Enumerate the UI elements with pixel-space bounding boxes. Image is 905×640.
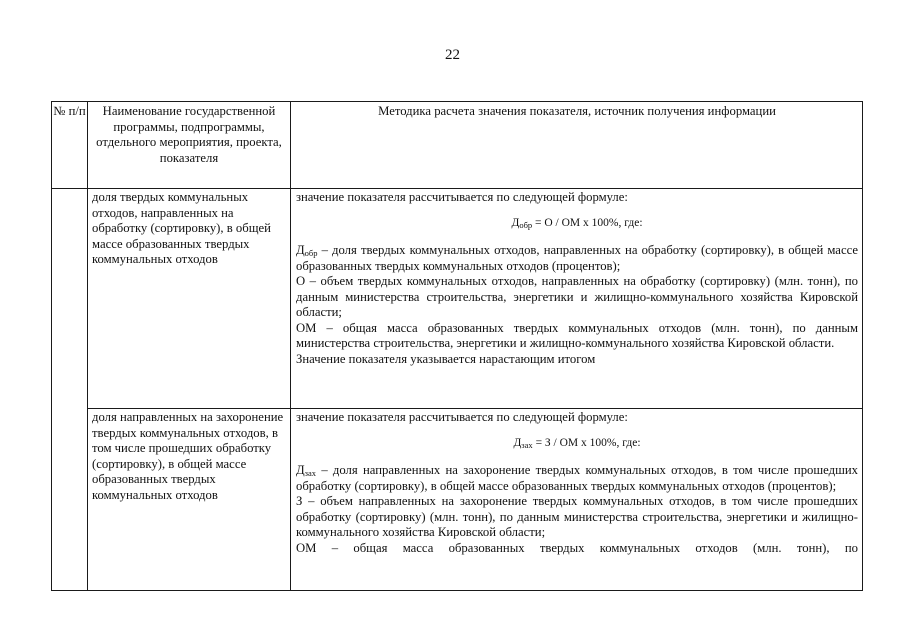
row-1-intro: значение показателя рассчитывается по следующей формуле: <box>296 190 628 204</box>
row-divider <box>87 408 862 409</box>
header-method: Методика расчета значения показателя, источник получения информации <box>378 104 776 118</box>
header-name: Наименование государственной программы, подпрограммы, отдельного мероприятия, проекта, показателя <box>96 104 282 165</box>
column-divider <box>290 102 291 590</box>
row-1-formula: $Д_{обр} = О$ / ОМ х 100%, где: <box>511 216 643 230</box>
row-1-note: Значение показателя указывается нарастающим итогом <box>296 351 596 366</box>
row-1-definition-2: О – объем твердых коммунальных отходов, направленных на обработку (сортировку) (млн. тонн), по данным министерства строительства, энергетики и жилищно-коммунального хозяйства Кировской области; <box>296 274 858 319</box>
column-divider <box>87 102 88 590</box>
header-number: № п/п <box>53 104 86 118</box>
row-2-intro: значение показателя рассчитывается по следующей формуле: <box>296 410 628 424</box>
row-2-definition-1: $Д_{зах}$ – доля направленных на захоронение твердых коммунальных отходов, в том числе прошедших обработку (сортировку), в общей массе образованных твердых коммунальных отходов (процентов); <box>296 463 858 493</box>
row-1-definition-3: ОМ – общая масса образованных твердых коммунальных отходов (млн. тонн), по данным министерства строительства, энергетики и жилищно-коммунального хозяйства Кировской области. <box>296 320 858 350</box>
row-2-method <box>296 410 858 556</box>
row-2-definition-2: З – объем направленных на захоронение твердых коммунальных отходов, в том числе прошедших обработку (сортировку) (млн. тонн), по данным министерства строительства, энергетики и жилищно-коммунального хозяйства Кировской области; <box>296 494 858 539</box>
row-1-method <box>296 190 858 367</box>
page-number: 22 <box>445 47 460 63</box>
row-1-name: доля твердых коммунальных отходов, направленных на обработку (сортировку), в общей массе образованных твердых коммунальных отходов <box>92 190 271 266</box>
row-1-definition-1: $Д_{обр}$ – доля твердых коммунальных отходов, направленных на обработку (сортировку), в общей массе образованных твердых коммунальных отходов (процентов); <box>296 243 858 273</box>
header-divider <box>52 188 862 189</box>
row-2-name: доля направленных на захоронение твердых коммунальных отходов, в том числе прошедших обработку (сортировку), в общей массе образованных твердых коммунальных отходов <box>92 410 284 502</box>
indicator-table <box>51 101 863 591</box>
row-2-definition-3: ОМ – общая масса образованных твердых коммунальных отходов (млн. тонн), по <box>296 540 858 555</box>
row-2-formula: $Д_{зах} = З$ / ОМ х 100%, где: <box>513 436 641 450</box>
